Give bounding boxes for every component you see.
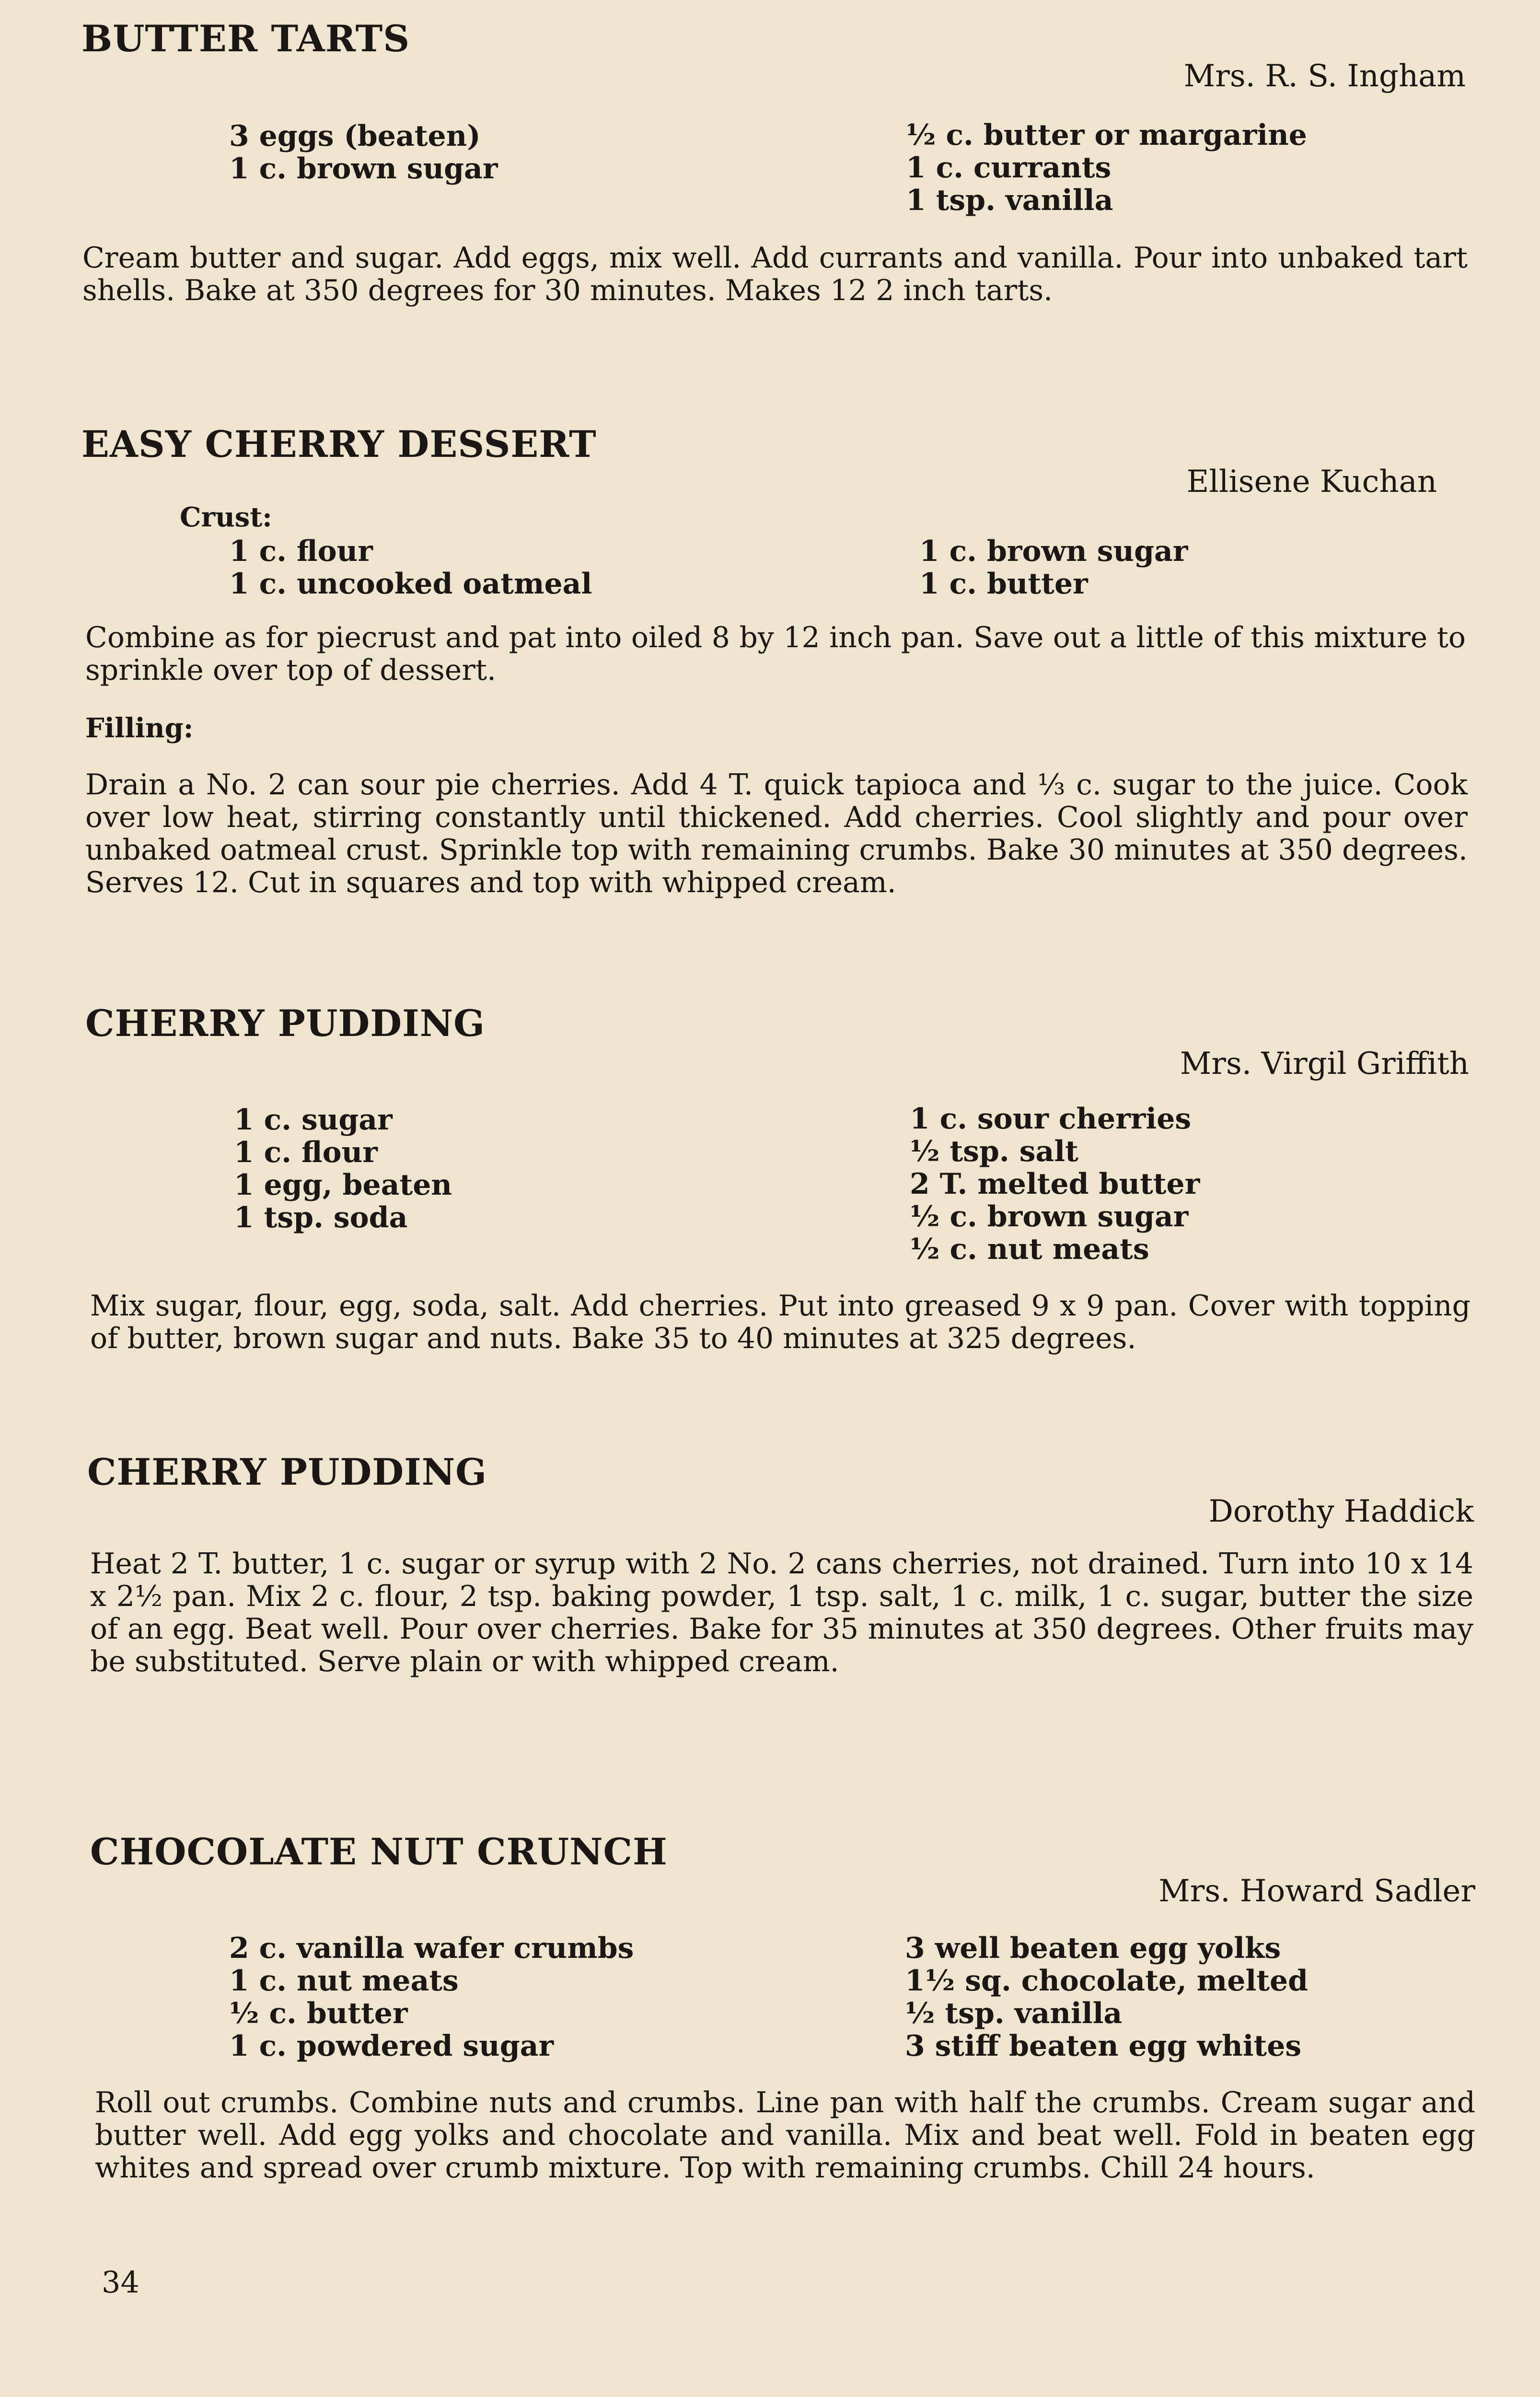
recipe-author: Dorothy Haddick (1208, 1494, 1474, 1529)
crust-directions: Combine as for piecrust and pat into oiled 8 by 12 inch pan. Save out a little of this mixture to sprinkle over top of dessert. (85, 621, 1466, 687)
recipe-directions: Heat 2 T. butter, 1 c. sugar or syrup with 2 No. 2 cans cherries, not drained. Turn into 10 x 14 x 2½ pan. Mix 2 c. flour, 2 tsp. baking powder, 1 tsp. salt, 1 c. milk, 1 c. sugar, butter the size of an egg. Beat well. Pour over cherries. Bake for 35 minutes at 350 degrees. Other fruits may be substituted. Serve plain or with whipped cream. (90, 1547, 1473, 1678)
ingredient: 1 c. flour (229, 535, 373, 568)
ingredient: 1 tsp. soda (234, 1201, 408, 1234)
ingredient-list-right (919, 535, 1188, 600)
section-label: Crust: (180, 501, 272, 533)
ingredient: ½ c. nut meats (910, 1233, 1149, 1266)
recipe-title: BUTTER TARTS (81, 17, 410, 60)
page-number: 34 (102, 2265, 139, 2300)
recipe-author: Ellisene Kuchan (1186, 464, 1437, 500)
ingredient: ½ c. brown sugar (910, 1200, 1189, 1233)
recipe-directions: Cream butter and sugar. Add eggs, mix well. Add currants and vanilla. Pour into unbaked tart shells. Bake at 350 degrees for 30 minutes. Makes 12 2 inch tarts. (82, 241, 1468, 307)
recipe-directions: Roll out crumbs. Combine nuts and crumbs. Line pan with half the crumbs. Cream sugar and butter well. Add egg yolks and chocolate and vanilla. Mix and beat well. Fold in beaten egg whites and spread over crumb mixture. Top with remaining crumbs. Chill 24 hours. (95, 2086, 1475, 2185)
recipe-author: Mrs. R. S. Ingham (1183, 58, 1466, 94)
ingredient-list-left (229, 535, 592, 600)
ingredient: 1 c. brown sugar (229, 152, 498, 186)
ingredient-list-right (906, 119, 1307, 217)
ingredient: 1½ sq. chocolate, melted (905, 1964, 1308, 1998)
recipe-directions: Drain a No. 2 can sour pie cherries. Add 4 T. quick tapioca and ⅓ c. sugar to the juice. Cook over low heat, stirring constantly until thickened. Add cherries. Cool slightly and pour over unbaked oatmeal crust. Sprinkle top with remaining crumbs. Bake 30 minutes at 350 degrees. Serves 12. Cut in squares and top with whipped cream. (85, 768, 1468, 899)
ingredient-list-left (229, 120, 498, 185)
ingredient-list-right (905, 1932, 1308, 2062)
ingredient: 3 well beaten egg yolks (905, 1932, 1281, 1965)
ingredient: 1 c. uncooked oatmeal (229, 567, 592, 601)
ingredient-list-left (234, 1104, 452, 1234)
ingredient: ½ c. butter (229, 1997, 408, 2030)
recipe-author: Mrs. Howard Sadler (1158, 1873, 1475, 1909)
ingredient: 1 c. flour (234, 1136, 378, 1169)
ingredient: 1 c. currants (906, 151, 1112, 185)
ingredient-list-left (229, 1932, 634, 2062)
ingredient: 2 c. vanilla wafer crumbs (229, 1932, 634, 1965)
section-label: Filling: (85, 712, 194, 744)
ingredient: 3 stiff beaten egg whites (905, 2029, 1302, 2063)
ingredient: 2 T. melted butter (910, 1167, 1200, 1201)
recipe-title: CHERRY PUDDING (87, 1451, 487, 1493)
recipe-directions: Mix sugar, flour, egg, soda, salt. Add cherries. Put into greased 9 x 9 pan. Cover with topping of butter, brown sugar and nuts. Bake 35 to 40 minutes at 325 degrees. (90, 1289, 1471, 1355)
ingredient: ½ tsp. vanilla (905, 1997, 1123, 2030)
ingredient: 1 c. sour cherries (910, 1102, 1192, 1136)
ingredient: 1 tsp. vanilla (906, 184, 1113, 217)
ingredient: ½ c. butter or margarine (906, 118, 1307, 152)
ingredient: 1 c. brown sugar (919, 535, 1188, 568)
ingredient: 1 c. sugar (234, 1103, 393, 1137)
recipe-author: Mrs. Virgil Griffith (1180, 1046, 1469, 1082)
ingredient: 3 eggs (beaten) (229, 119, 481, 153)
recipe-title: EASY CHERRY DESSERT (81, 423, 597, 465)
ingredient: 1 c. butter (919, 567, 1088, 601)
recipe-title: CHERRY PUDDING (85, 1002, 486, 1045)
ingredient: 1 egg, beaten (234, 1168, 452, 1202)
ingredient-list-right (910, 1103, 1200, 1266)
ingredient: 1 c. nut meats (229, 1964, 459, 1998)
ingredient: 1 c. powdered sugar (229, 2029, 554, 2063)
recipe-title: CHOCOLATE NUT CRUNCH (90, 1830, 668, 1873)
ingredient: ½ tsp. salt (910, 1135, 1078, 1168)
